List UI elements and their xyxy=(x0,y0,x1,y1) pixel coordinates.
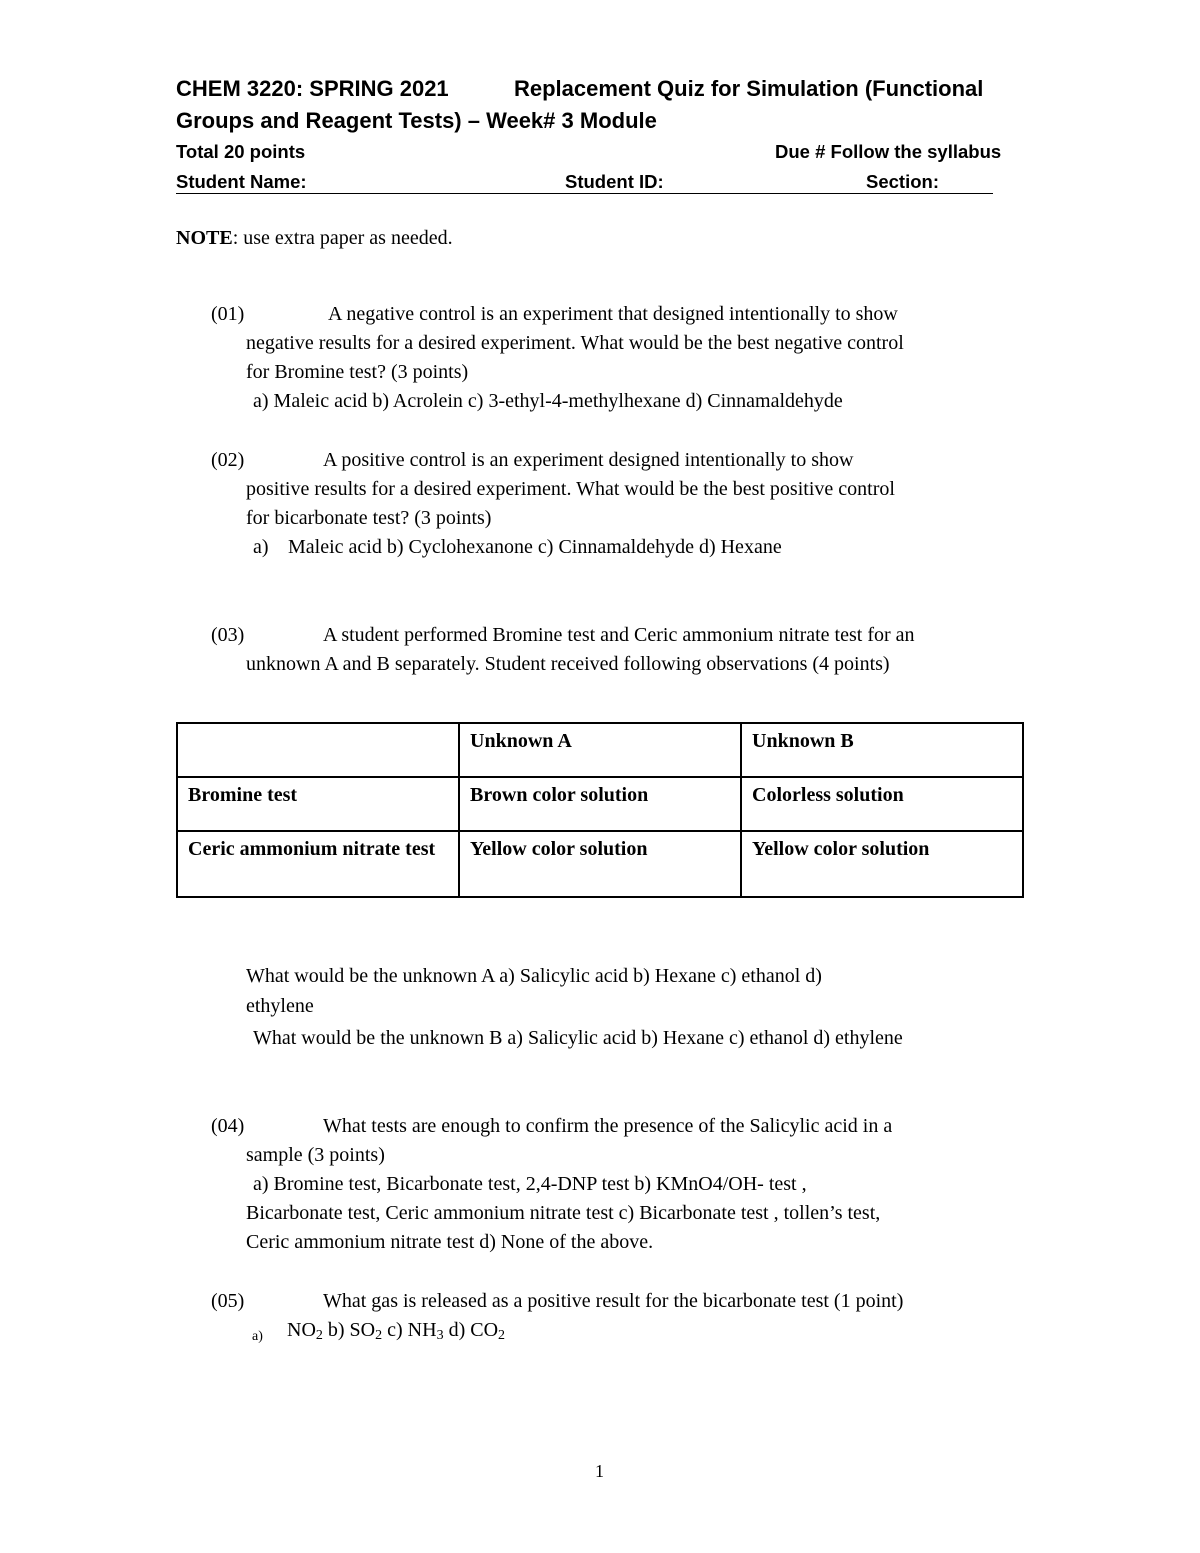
option-b-subscript: 2 xyxy=(375,1328,383,1343)
table-cell xyxy=(177,723,459,777)
header-underline xyxy=(176,193,993,194)
quiz-title-line1: Replacement Quiz for Simulation (Functional xyxy=(514,76,984,101)
table-cell: Bromine test xyxy=(177,777,459,831)
note-text: : use extra paper as needed. xyxy=(232,227,453,249)
question-text: for Bromine test? (3 points) xyxy=(246,361,469,383)
section-label: Section: xyxy=(866,171,939,192)
note-label: NOTE xyxy=(176,227,233,249)
note xyxy=(176,224,453,253)
answer-options: Ceric ammonium nitrate test d) None of the above. xyxy=(246,1231,654,1253)
followup-text: What would be the unknown B a) Salicylic acid b) Hexane c) ethanol d) ethylene xyxy=(253,1027,903,1049)
table-cell: Yellow color solution xyxy=(741,831,1023,897)
question-text: unknown A and B separately. Student received following observations (4 points) xyxy=(246,653,890,675)
table-cell: Brown color solution xyxy=(459,777,741,831)
answer-options xyxy=(287,1316,505,1345)
answer-options: a) Maleic acid b) Acrolein c) 3-ethyl-4-methylhexane d) Cinnamaldehyde xyxy=(253,390,843,412)
table-cell: Colorless solution xyxy=(741,777,1023,831)
table-header: Unknown B xyxy=(741,723,1023,777)
option-b: b) SO xyxy=(322,1319,376,1341)
question-text: A negative control is an experiment that designed intentionally to show xyxy=(328,303,898,325)
question-number: (03) xyxy=(211,624,245,646)
option-a-subscript: 2 xyxy=(315,1328,323,1343)
question-text: negative results for a desired experiment. What would be the best negative control xyxy=(246,332,904,354)
option-a: NO xyxy=(287,1319,316,1341)
table-cell: Ceric ammonium nitrate test xyxy=(177,831,459,897)
page-number: 1 xyxy=(595,1461,604,1481)
question-text: A positive control is an experiment designed intentionally to show xyxy=(323,449,854,471)
question-number: (05) xyxy=(211,1290,245,1312)
question-text: positive results for a desired experiment. What would be the best positive control xyxy=(246,478,895,500)
option-a-label: a) xyxy=(252,1329,263,1344)
table-header: Unknown A xyxy=(459,723,741,777)
student-id-label: Student ID: xyxy=(565,171,664,192)
table-row xyxy=(177,831,1023,897)
question-number: (01) xyxy=(211,303,245,325)
question-number: (02) xyxy=(211,449,245,471)
followup-text: ethylene xyxy=(246,995,314,1017)
option-label xyxy=(252,1320,263,1351)
table-header-row xyxy=(177,723,1023,777)
total-points: Total 20 points xyxy=(176,141,306,162)
option-d: d) CO xyxy=(443,1319,499,1341)
course-title: CHEM 3220: SPRING 2021 xyxy=(176,76,449,101)
answer-options: Maleic acid b) Cyclohexanone c) Cinnamaldehyde d) Hexane xyxy=(288,536,782,558)
question-text: A student performed Bromine test and Ceric ammonium nitrate test for an xyxy=(323,624,915,646)
question-text: sample (3 points) xyxy=(246,1144,385,1166)
table-row xyxy=(177,777,1023,831)
due-date: Due # Follow the syllabus xyxy=(775,141,1002,162)
student-name-label: Student Name: xyxy=(176,171,307,192)
question-text: What tests are enough to confirm the presence of the Salicylic acid in a xyxy=(323,1115,893,1137)
question-text: What gas is released as a positive result for the bicarbonate test (1 point) xyxy=(323,1290,904,1312)
followup-text: What would be the unknown A a) Salicylic acid b) Hexane c) ethanol d) xyxy=(246,965,822,987)
question-number: (04) xyxy=(211,1115,245,1137)
option-label: a) xyxy=(253,536,269,558)
option-d-subscript: 2 xyxy=(498,1328,506,1343)
quiz-title-line2: Groups and Reagent Tests) – Week# 3 Module xyxy=(176,108,657,133)
question-text: for bicarbonate test? (3 points) xyxy=(246,507,492,529)
table-cell: Yellow color solution xyxy=(459,831,741,897)
observation-table xyxy=(176,722,1024,898)
answer-options: Bicarbonate test, Ceric ammonium nitrate test c) Bicarbonate test , tollen’s test, xyxy=(246,1202,881,1224)
answer-options: a) Bromine test, Bicarbonate test, 2,4-DNP test b) KMnO4/OH- test , xyxy=(253,1173,807,1195)
option-c: c) NH xyxy=(382,1319,437,1341)
option-c-subscript: 3 xyxy=(436,1328,444,1343)
